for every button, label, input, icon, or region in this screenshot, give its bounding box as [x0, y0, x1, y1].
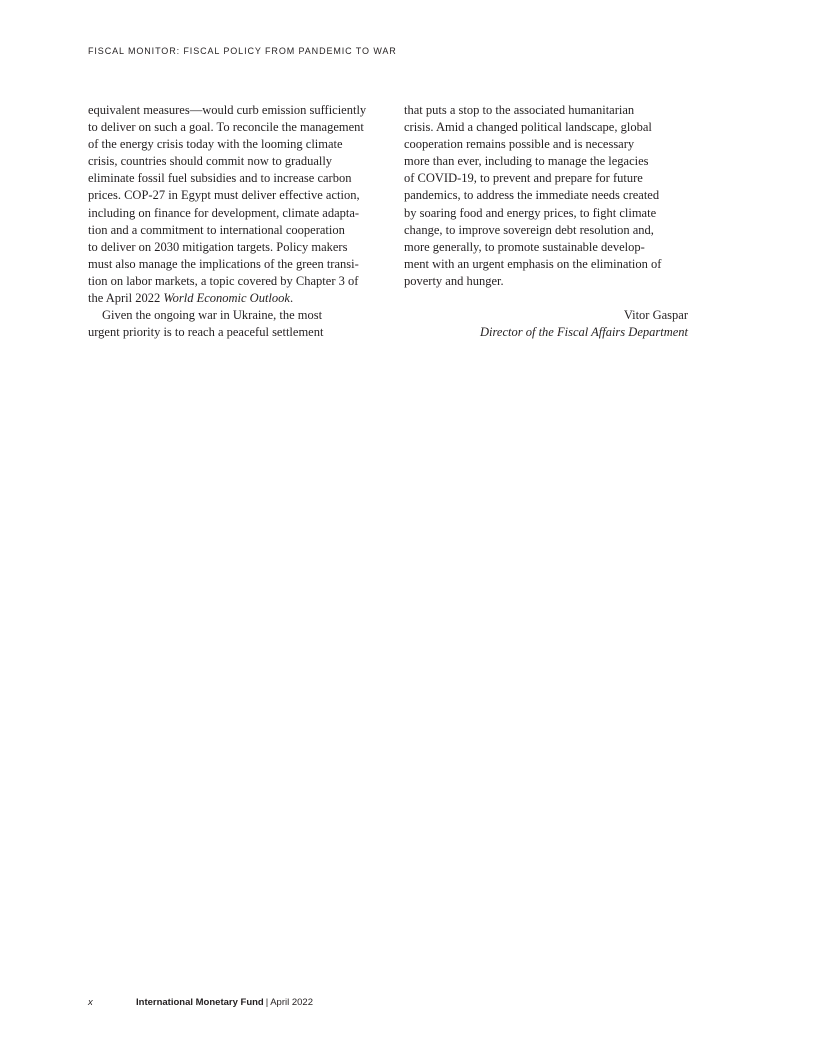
page-folio: x — [88, 997, 93, 1008]
text-line: cooperation remains possible and is necessary — [404, 137, 635, 152]
text-line: more than ever, including to manage the legacies — [404, 154, 649, 169]
weo-suffix: . — [289, 291, 294, 306]
text-line: tion and a commitment to international cooperation — [88, 222, 345, 237]
text-line: change, to improve sovereign debt resolution and, — [404, 222, 654, 237]
text-line: including on finance for development, climate adapta- — [88, 205, 360, 220]
signatory-title: Director of the Fiscal Affairs Department — [480, 325, 688, 340]
text-line: pandemics, to address the immediate needs created — [404, 188, 660, 203]
weo-title: World Economic Outlook — [163, 291, 290, 306]
text-line: tion on labor markets, a topic covered by Chapter 3 of — [88, 273, 359, 288]
right-column — [404, 102, 704, 341]
text-line: crisis. Amid a changed political landscape, global — [404, 120, 652, 135]
signatory-name: Vitor Gaspar — [623, 308, 688, 323]
text-line: to deliver on such a goal. To reconcile the management — [88, 120, 364, 135]
text-line: crisis, countries should commit now to gradually — [88, 154, 333, 169]
left-column — [88, 102, 388, 341]
footer-separator: | — [265, 997, 269, 1008]
signature-block — [404, 307, 688, 341]
text-line: of COVID-19, to prevent and prepare for future — [404, 171, 643, 186]
running-head: FISCAL MONITOR: FISCAL POLICY FROM PANDEMIC TO WAR — [88, 46, 397, 56]
text-line: to deliver on 2030 mitigation targets. Policy makers — [88, 239, 348, 254]
text-line: equivalent measures—would curb emission sufficiently — [88, 103, 367, 117]
text-line-weo-reference — [88, 290, 388, 307]
footer-publication — [136, 997, 313, 1008]
text-line: must also manage the implications of the green transi- — [88, 256, 359, 271]
weo-prefix: the April 2022 — [88, 291, 164, 306]
publication-date: April 2022 — [270, 997, 313, 1008]
text-line: eliminate fossil fuel subsidies and to increase carbon — [88, 171, 352, 186]
text-line: more generally, to promote sustainable develop- — [404, 239, 645, 254]
text-line: prices. COP-27 in Egypt must deliver effective action, — [88, 188, 360, 203]
text-line: poverty and hunger. — [404, 273, 504, 288]
text-line: by soaring food and energy prices, to fight climate — [404, 205, 657, 220]
text-line: ment with an urgent emphasis on the elimination of — [404, 256, 662, 271]
text-line: of the energy crisis today with the looming climate — [88, 137, 343, 152]
text-line: that puts a stop to the associated humanitarian — [404, 103, 635, 117]
text-line: urgent priority is to reach a peaceful settlement — [88, 325, 324, 340]
paragraph-start-line: Given the ongoing war in Ukraine, the most — [102, 308, 323, 323]
publisher-name: International Monetary Fund — [136, 997, 264, 1008]
